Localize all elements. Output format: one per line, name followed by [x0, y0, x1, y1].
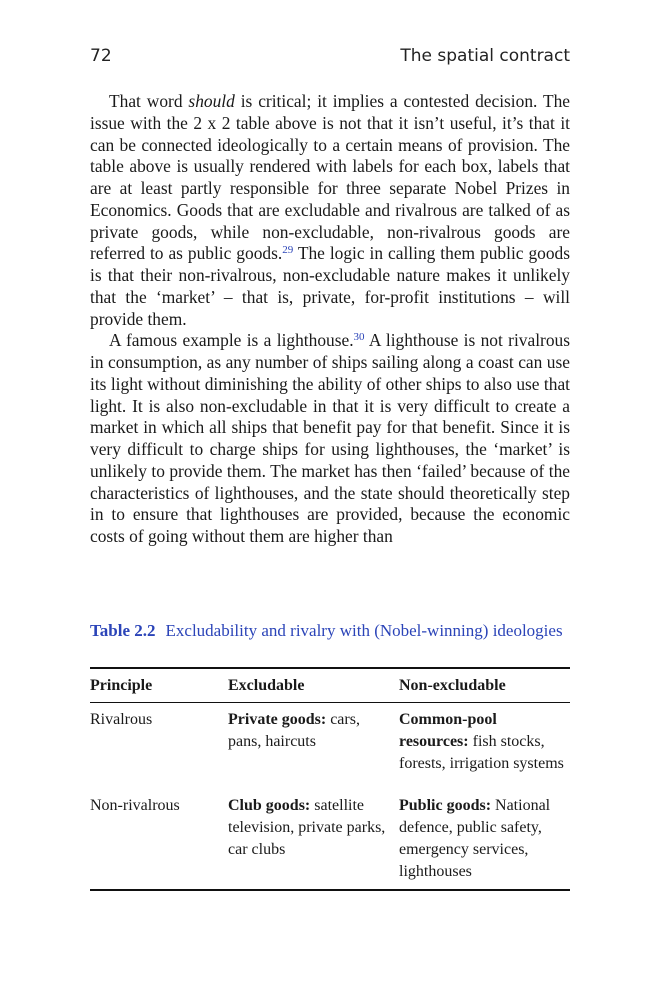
table-caption-text: Excludability and rivalry with (Nobel-winning) ideologies [165, 621, 563, 640]
table-cell-non-excludable [399, 709, 570, 775]
paragraph [90, 330, 570, 548]
table-cell-principle: Non-rivalrous [90, 797, 180, 814]
text-span: That word [109, 91, 189, 111]
body-text [90, 91, 570, 548]
header-excludable: Excludable [228, 677, 305, 694]
running-head [90, 46, 570, 72]
paragraph [90, 91, 570, 330]
term-text: National defence, public safety, emergency services, lighthouses [399, 797, 551, 880]
header-non-excludable: Non-excludable [399, 677, 506, 694]
table-number: Table 2.2 [90, 621, 156, 640]
term-text: fish stocks, forests, irrigation systems [399, 733, 564, 772]
italic-word: should [188, 91, 235, 111]
footnote-ref-29[interactable]: 29 [282, 244, 294, 257]
header-principle: Principle [90, 677, 153, 694]
table-cell-excludable [228, 709, 388, 753]
term-text: cars, pans, haircuts [228, 711, 360, 750]
text-span: A lighthouse is not rivalrous in consumption, as any number of ships sailing along a coast can use its light without diminishing the ability of other ships to also use that light. It is also non-excludable in that it is very difficult to create a market in which all ships that benefit pay for that benefit. Since it is very difficult to charge ships for using lighthouses, the ‘market’ is unlikely to provide them. The market has then ‘failed’ because of the characteristics of lighthouses, and the state should theoretically step in to ensure that lighthouses are provided, because the economic costs of going without them are higher than [90, 330, 570, 546]
table-header-rule [90, 702, 570, 703]
running-title: The spatial contract [400, 46, 570, 66]
text-span: is critical; it implies a contested decision. The issue with the 2 x 2 table above is not that it isn’t useful, it’s that it can be connected ideologically to a certain means of provision. The table above is usually rendered with labels for each box, labels that are at least partly responsible for three separate Nobel Prizes in Economics. Goods that are excludable and rivalrous are talked of as private goods, while non-excludable, non-rivalrous goods are referred to as public goods. [90, 91, 570, 264]
table-cell-excludable [228, 795, 388, 861]
page-number: 72 [90, 46, 112, 66]
table-top-rule [90, 667, 570, 669]
table-caption [90, 620, 570, 642]
table-cell-principle: Rivalrous [90, 711, 153, 728]
term: Private goods: [228, 711, 327, 728]
term: Club goods: [228, 797, 311, 814]
term-text: satellite television, private parks, car clubs [228, 797, 386, 858]
term: Common-pool resources: [399, 711, 497, 750]
table-cell-non-excludable [399, 795, 570, 883]
term: Public goods: [399, 797, 492, 814]
text-span: A famous example is a lighthouse. [109, 330, 354, 351]
footnote-ref-30[interactable]: 30 [353, 331, 365, 344]
table-bottom-rule [90, 889, 570, 891]
text-span: The logic in calling them public goods is that their non-rivalrous, non-excludable nature makes it unlikely that the ‘market’ – that is, private, for-profit institutions – will provide them. [90, 243, 570, 329]
